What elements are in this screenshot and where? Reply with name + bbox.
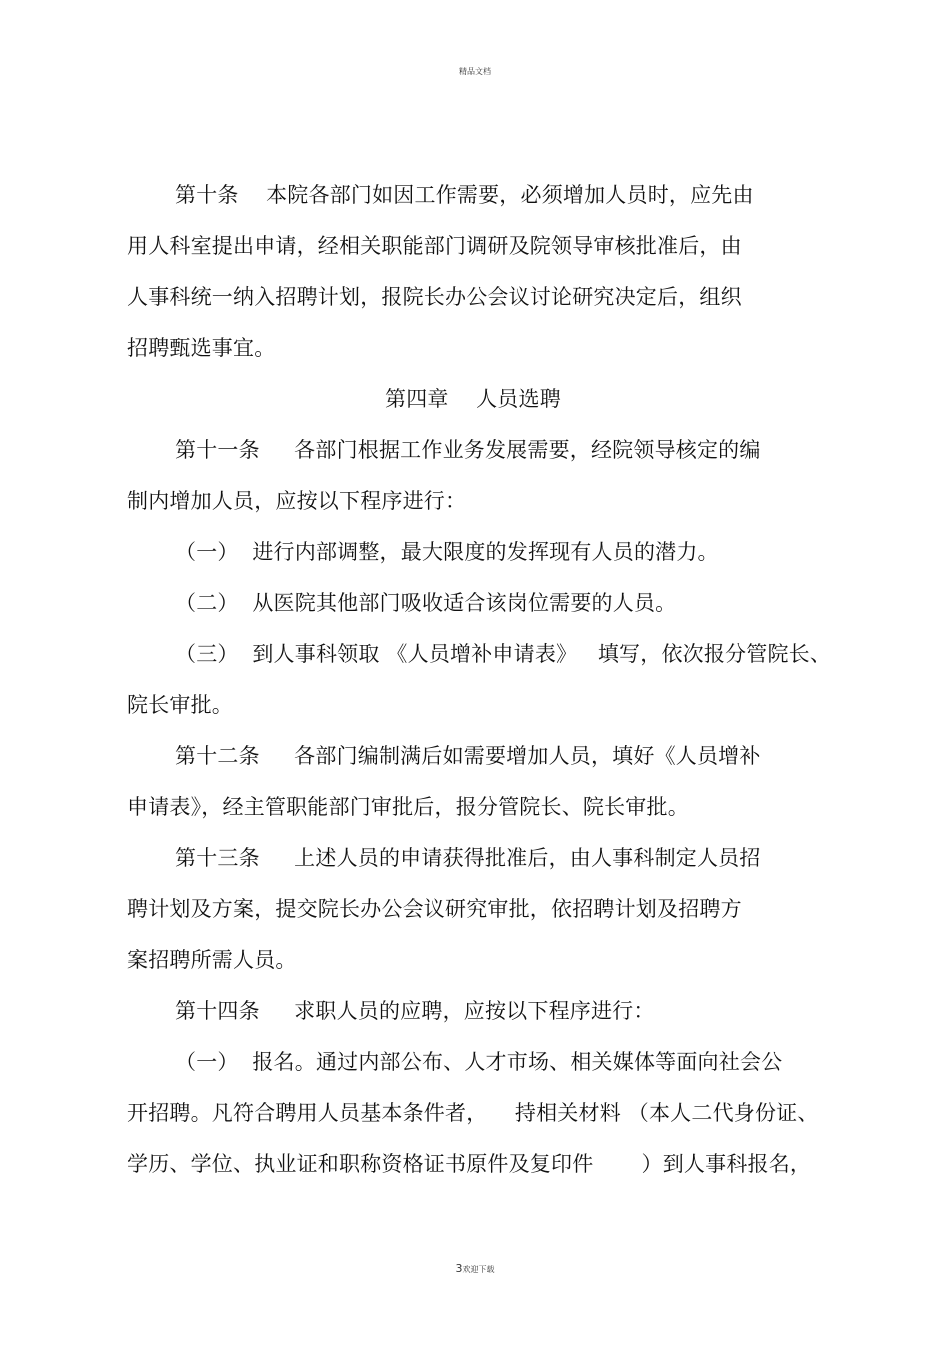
body-line: 招聘甄选事宜。 bbox=[127, 336, 276, 360]
body-line: 第十三条 上述人员的申请获得批准后，由人事科制定人员招 bbox=[175, 846, 761, 870]
body-line: 申请表》，经主管职能部门审批后，报分管院长、院长审批。 bbox=[127, 795, 689, 819]
body-line: 第十二条 各部门编制满后如需要增加人员，填好《人员增补 bbox=[175, 744, 761, 768]
body-line: 第十一条 各部门根据工作业务发展需要，经院领导核定的编 bbox=[175, 438, 761, 462]
page-header: 精品文档 bbox=[459, 67, 491, 76]
chapter-heading: 第四章 人员选聘 bbox=[385, 387, 561, 411]
body-line: （一） 报名。通过内部公布、人才市场、相关媒体等面向社会公 bbox=[175, 1050, 783, 1074]
page-number: 3 bbox=[455, 1262, 463, 1275]
footer-text: 欢迎下载 bbox=[462, 1265, 495, 1274]
body-line: 开招聘。凡符合聘用人员基本条件者， 持相关材料 （本人二代身份证、 bbox=[127, 1101, 819, 1125]
body-line: 院长审批。 bbox=[127, 693, 233, 717]
body-line: （三） 到人事科领取 《人员增补申请表》 填写，依次报分管院长、 bbox=[175, 642, 832, 666]
body-line: 案招聘所需人员。 bbox=[127, 948, 297, 972]
body-line: 聘计划及方案，提交院长办公会议研究审批，依招聘计划及招聘方 bbox=[127, 897, 742, 921]
body-line: 制内增加人员，应按以下程序进行： bbox=[127, 489, 467, 513]
body-line: 第十四条 求职人员的应聘，应按以下程序进行： bbox=[175, 999, 655, 1023]
body-line: 用人科室提出申请，经相关职能部门调研及院领导审核批准后，由 bbox=[127, 234, 742, 258]
body-line: 学历、学位、执业证和职称资格证书原件及复印件 ）到人事科报名， bbox=[127, 1152, 812, 1176]
body-line: （二） 从医院其他部门吸收适合该岗位需要的人员。 bbox=[175, 591, 677, 615]
body-line: 人事科统一纳入招聘计划，报院长办公会议讨论研究决定后，组织 bbox=[127, 285, 742, 309]
body-line: 第十条 本院各部门如因工作需要，必须增加人员时，应先由 bbox=[175, 183, 754, 207]
body-line: （一） 进行内部调整，最大限度的发挥现有人员的潜力。 bbox=[175, 540, 719, 564]
page-footer bbox=[0, 1262, 950, 1275]
